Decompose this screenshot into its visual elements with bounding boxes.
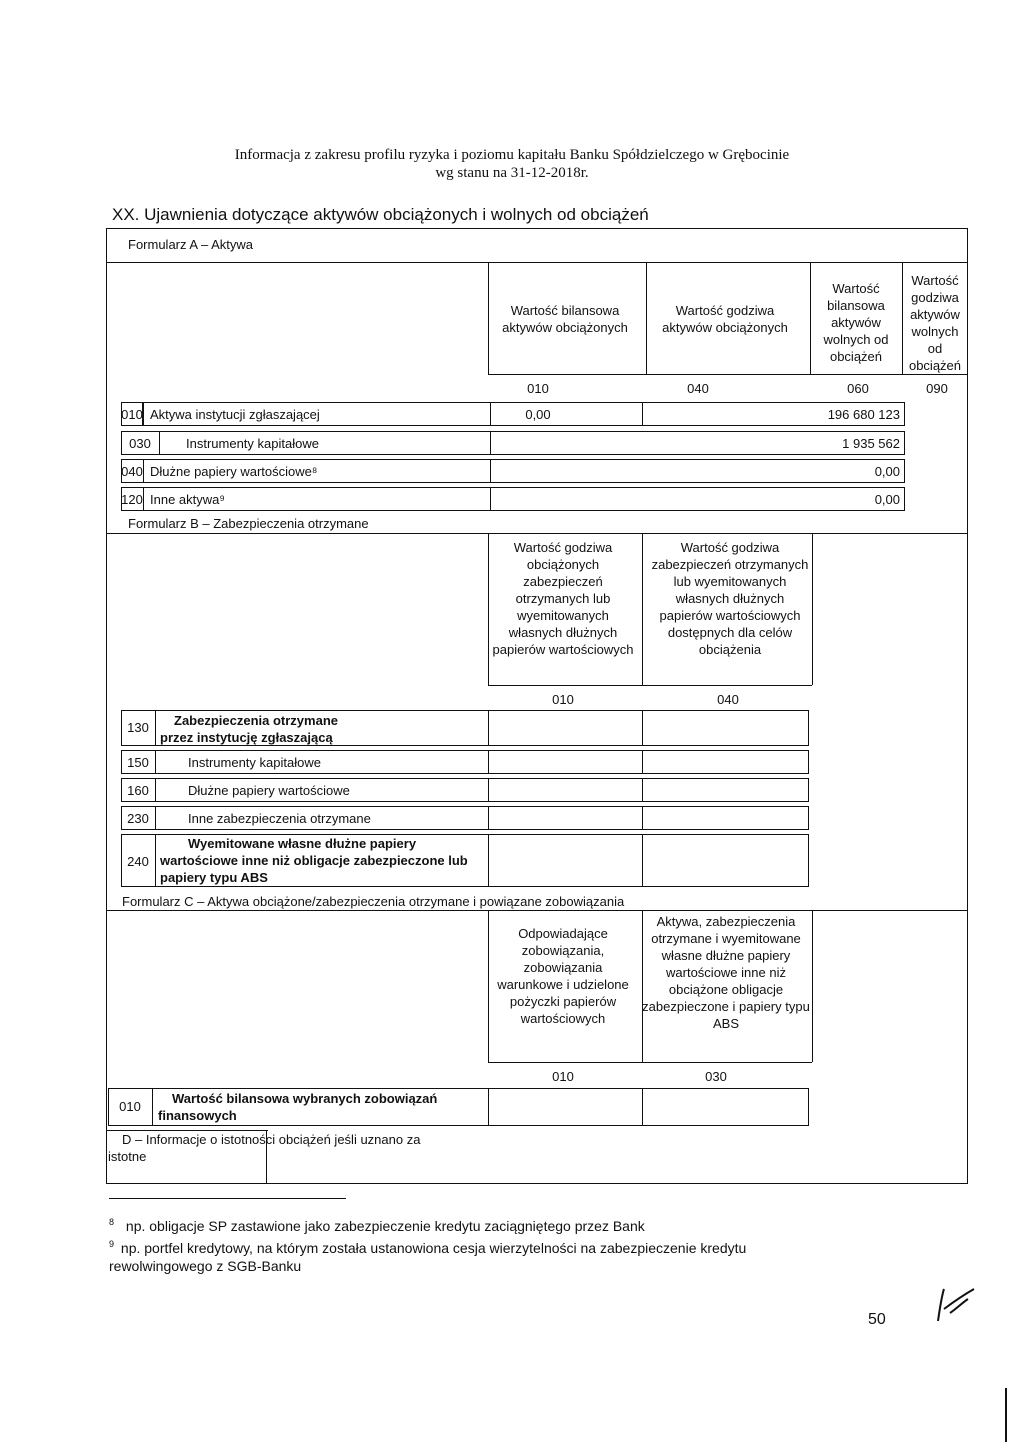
scan-edge-line — [1005, 1388, 1007, 1442]
form-a-row-label: Inne aktywa⁹ — [150, 492, 225, 507]
footnote-8 — [109, 1213, 829, 1235]
section-title: XX. Ujawnienia dotyczące aktywów obciążonych i wolnych od obciążeń — [112, 205, 649, 224]
form-a-row-label: Aktywa instytucji zgłaszającej — [150, 407, 320, 422]
form-b-col-code-010: 010 — [552, 692, 574, 707]
form-a-col-code-060: 060 — [847, 381, 869, 396]
footnote-9 — [109, 1235, 829, 1275]
signature-icon — [930, 1283, 980, 1327]
form-a-row-code: 010 — [121, 407, 143, 422]
form-a-row-value-060: 1 935 562 — [842, 436, 900, 451]
form-a-col-code-010: 010 — [527, 381, 549, 396]
form-b-row-label: Dłużne papiery wartościowe — [188, 783, 350, 798]
form-c-row-label: Wartość bilansowa wybranych zobowiązań finansowych — [158, 1091, 438, 1123]
form-a-row-code: 030 — [129, 436, 151, 451]
form-c-col-code-030: 030 — [705, 1069, 727, 1084]
form-a-row-value-060: 196 680 123 — [827, 407, 900, 422]
footnote-text: np. portfel kredytowy, na którym została ustanowiona cesja wierzytelności na zabezpieczenie kredytu rewolwingowego z SGB-Banku — [109, 1239, 747, 1274]
form-b-row-label: Zabezpieczenia otrzymane przez instytucję zgłaszającą — [160, 713, 338, 745]
form-d-title: D – Informacje o istotności obciążeń jeśli uznano za istotne — [108, 1132, 421, 1164]
report-header-line2: wg stanu na 31-12-2018r. — [435, 165, 589, 181]
form-c-row-code: 010 — [119, 1099, 141, 1114]
form-a-col-header-060: Wartość bilansowa aktywów wolnych od obciążeń — [823, 281, 889, 364]
form-b-row-code: 130 — [127, 720, 149, 735]
report-header-line1: Informacja z zakresu profilu ryzyka i poziomu kapitału Banku Spółdzielczego w Grębocinie — [234, 147, 790, 163]
form-a-row-value-010: 0,00 — [525, 407, 551, 422]
footnote-separator — [109, 1198, 346, 1199]
form-a-row-code: 040 — [121, 464, 143, 479]
footnote-mark: 8 — [109, 1217, 115, 1227]
form-a-col-code-090: 090 — [926, 381, 948, 396]
form-b-row-label: Wyemitowane własne dłużne papiery wartościowe inne niż obligacje zabezpieczone lub papiery typu ABS — [160, 836, 468, 885]
form-a-row-value-060: 0,00 — [874, 492, 900, 507]
form-a-row-label: Dłużne papiery wartościowe⁸ — [150, 464, 318, 479]
form-c-col-code-010: 010 — [552, 1069, 574, 1084]
form-a-row-value-060: 0,00 — [874, 464, 900, 479]
form-a-row-label: Instrumenty kapitałowe — [186, 436, 319, 451]
form-b-col-header-040: Wartość godziwa zabezpieczeń otrzymanych lub wyemitowanych własnych dłużnych papierów wartościowych dostępnych dla celów obciążenia — [651, 540, 809, 657]
form-a-col-header-090: Wartość godziwa aktywów wolnych od obciążeń — [908, 273, 962, 373]
page-number: 50 — [868, 1311, 886, 1328]
form-b-row-code: 230 — [127, 811, 149, 826]
footnote-mark: 9 — [109, 1239, 115, 1249]
form-c-col-header-030: Aktywa, zabezpieczenia otrzymane i wyemitowane własne dłużne papiery wartościowe inne niż obciążone obligacje zabezpieczone i papiery typu ABS — [642, 914, 810, 1031]
form-a-col-header-010: Wartość bilansowa aktywów obciążonych — [502, 303, 628, 335]
form-b-col-header-010: Wartość godziwa obciążonych zabezpieczeń otrzymanych lub wyemitowanych własnych dłużnych papierów wartościowych — [492, 540, 634, 657]
form-a-col-header-040: Wartość godziwa aktywów obciążonych — [662, 303, 788, 335]
form-c-title: Formularz C – Aktywa obciążone/zabezpieczenia otrzymane i powiązane zobowiązania — [122, 894, 625, 909]
footnote-text: np. obligacje SP zastawione jako zabezpieczenie kredytu zaciągniętego przez Bank — [125, 1217, 645, 1234]
form-a-col-code-040: 040 — [687, 381, 709, 396]
form-b-row-code: 240 — [127, 854, 149, 869]
form-b-row-code: 160 — [127, 783, 149, 798]
form-b-row-label: Inne zabezpieczenia otrzymane — [188, 811, 371, 826]
form-a-title: Formularz A – Aktywa — [128, 237, 253, 252]
form-b-row-label: Instrumenty kapitałowe — [188, 755, 321, 770]
form-b-title: Formularz B – Zabezpieczenia otrzymane — [128, 516, 369, 531]
form-b-col-code-040: 040 — [717, 692, 739, 707]
form-c-col-header-010: Odpowiadające zobowiązania, zobowiązania warunkowe i udzielone pożyczki papierów wartościowych — [497, 926, 629, 1026]
form-b-row-code: 150 — [127, 755, 149, 770]
form-a-row-code: 120 — [121, 492, 143, 507]
